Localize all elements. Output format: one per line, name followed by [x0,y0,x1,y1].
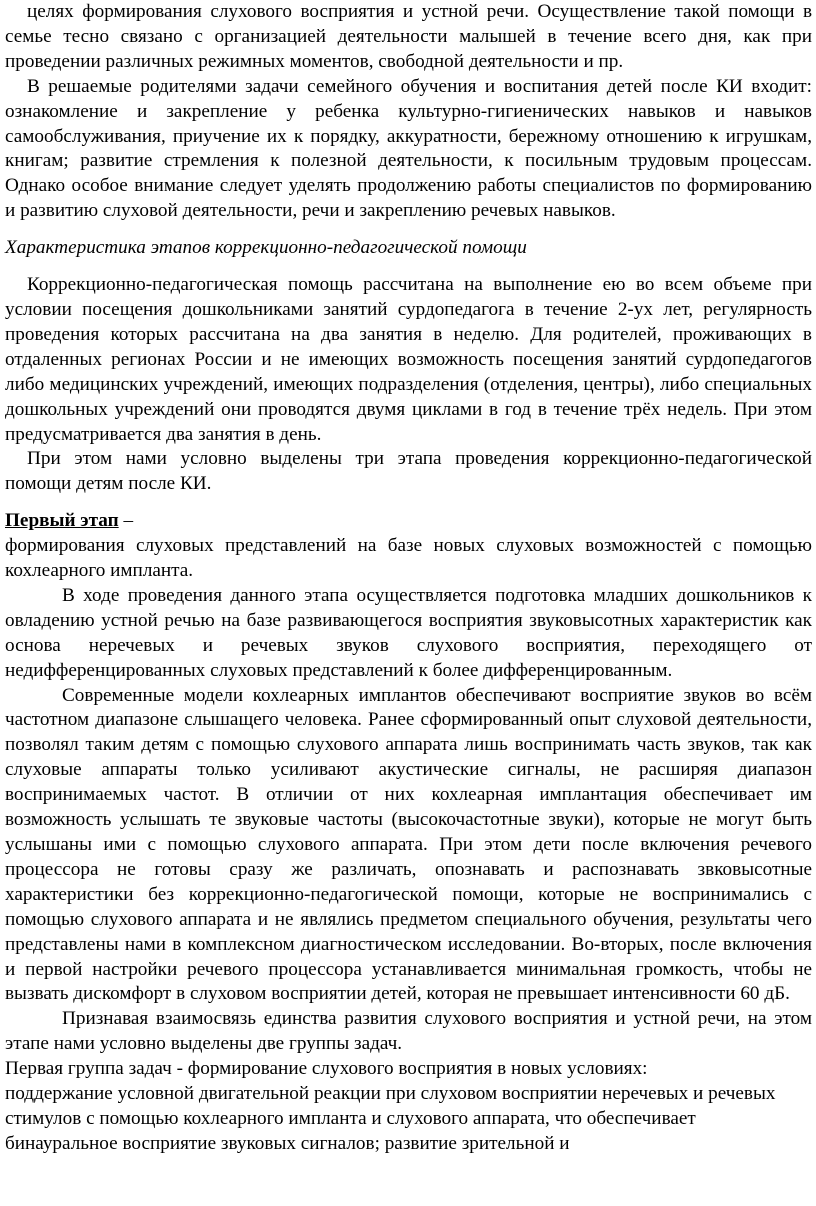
paragraph-family-tasks: В решаемые родителями задачи семейного обучения и воспитания детей после КИ входит: ознакомление и закрепление у ребенка культурно-гигиенических навыков и навыков самообслуживания, приучение их к порядку, аккуратности, бережному отношению к игрушкам, книгам; развитие стремления к полезной деятельности, к посильным трудовым процессам. Однако особое внимание следует уделять продолжению работы специалистов по формированию и развитию слуховой деятельности, речи и закреплению речевых навыков. [5,75,812,222]
document-page [5,0,812,1157]
paragraph-interrelation: Признавая взаимосвязь единства развития слухового восприятия и устной речи, на этом этапе нами условно выделены две группы задач. [5,1008,812,1055]
stage-one-description: формирования слуховых представлений на базе новых слуховых возможностей с помощью кохлеарного импланта. [5,535,812,582]
paragraph-three-stages: При этом нами условно выделены три этапа проведения коррекционно-педагогической помощи детям после КИ. [5,448,812,495]
paragraph-intro-continuation: целях формирования слухового восприятия и устной речи. Осуществление такой помощи в семье тесно связано с организацией деятельности малышей в течение всего дня, как при проведении различных режимных моментов, свободной деятельности и пр. [5,1,812,72]
paragraph-stage-one-course: В ходе проведения данного этапа осуществляется подготовка младших дошкольников к овладению устной речью на базе развивающегося восприятия звуковысотных характеристик как основа неречевых и речевых звуков слухового восприятия, переходящего от недифференцированных слуховых представлений к более дифференцированным. [5,584,812,681]
stage-one-heading [5,509,812,534]
paragraph-help-scope: Коррекционно-педагогическая помощь рассчитана на выполнение ею во всем объеме при условии посещения дошкольниками занятий сурдопедагога в течение 2-ух лет, регулярность проведения которых рассчитана на два занятия в неделю. Для родителей, проживающих в отдаленных регионах России и не имеющих возможность посещения занятий сурдопедагогов либо медицинских учреждений, имеющих подразделения (отделения, центры), либо специальных дошкольных учреждений они проводятся двумя циклами в год в течение трёх недель. При этом предусматривается два занятия в день. [5,274,812,445]
spacer [5,497,812,509]
task-group-one-details: поддержание условной двигательной реакции при слуховом восприятии неречевых и речевых стимулов с помощью кохлеарного импланта и слухового аппарата, что обеспечивает бинауральное восприятие звуковых сигналов; развитие зрительной и [5,1083,776,1154]
section-heading: Характеристика этапов коррекционно-педагогической помощи [5,237,527,259]
stage-one-dash: – [118,510,134,532]
task-group-one: Первая группа задач - формирование слухового восприятия в новых условиях: [5,1058,648,1080]
stage-one-title: Первый этап [5,510,119,532]
paragraph-modern-models: Современные модели кохлеарных имплантов обеспечивают восприятие звуков во всём частотном диапазоне слышащего человека. Ранее сформированный опыт слуховой деятельности, позволял таким детям с помощью слухового аппарата лишь воспринимать часть звуков, так как слуховые аппараты только усиливают акустические сигналы, не расширяя диапазон воспринимаемых частот. В отличии от них кохлеарная имплантация обеспечивает им возможность услышать те звуковые частоты (высокочастотные звуки), которые не могут быть услышаны ими с помощью слухового аппарата. При этом дети после включения речевого процессора не готовы сразу же различать, опознавать и распознавать звковысотные характеристики без коррекционно-педагогической помощи, которые не воспринимались с помощью слухового аппарата и не являлись предметом специального обучения, результаты чего представлены нами в комплексном диагностическом исследовании. Во-вторых, после включения и первой настройки речевого процессора устанавливается минимальная громкость, чтобы не вызвать дискомфорт в слуховом восприятии детей, которая не превышает интенсивности 60 дБ. [5,684,812,1005]
